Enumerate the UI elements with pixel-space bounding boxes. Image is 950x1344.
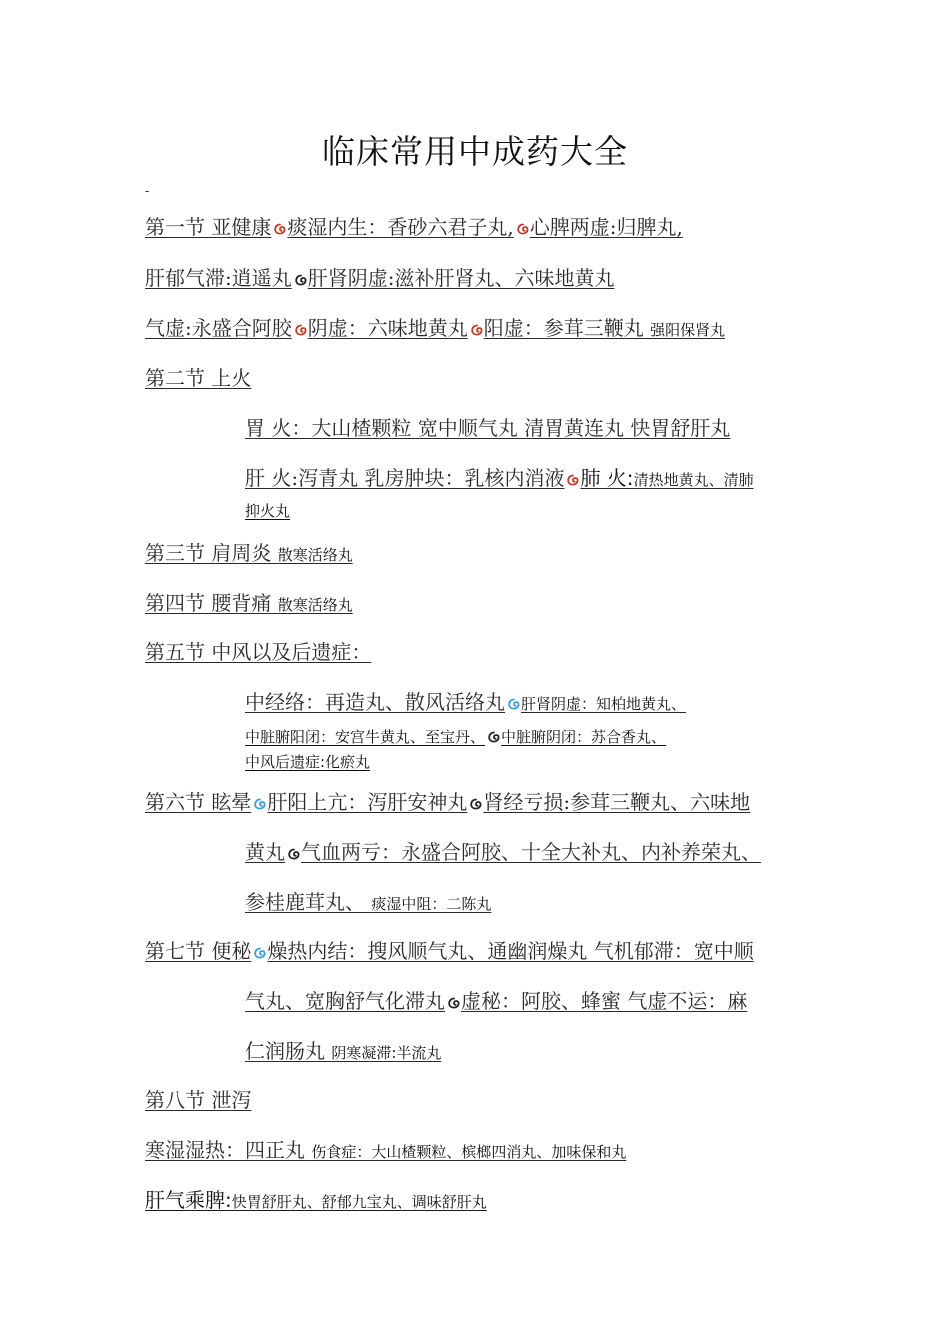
line-3 [145, 312, 725, 341]
line-21 [145, 1134, 626, 1163]
bullet-icon [295, 274, 307, 286]
liver-spleen-remedy: 快胃舒肝丸、舒郁九宝丸、调味舒肝丸 [231, 1193, 487, 1211]
line-19 [245, 1035, 441, 1064]
line-22 [145, 1184, 487, 1213]
line-9 [145, 587, 353, 616]
bullet-icon [274, 223, 286, 235]
kidney-deficiency-cont: 黄丸 [245, 840, 285, 864]
lung-fire-label: 肺 火: [580, 466, 634, 490]
page-title: 临床常用中成药大全 [322, 132, 628, 171]
liver-yang: 肝阳上亢：泻肝安神丸 [267, 790, 468, 814]
phlegm-damp: 痰湿中阻：二陈丸 [371, 895, 492, 913]
section-4-heading: 第四节 腰背痛 [145, 591, 272, 615]
line-8 [145, 537, 353, 566]
organ-yin-block: 中脏腑阴闭：苏合香丸、 [501, 728, 667, 746]
l3-item-2: 阴虚：六味地黄丸 [307, 316, 468, 340]
l3-item-3: 阳虚：参茸三鞭丸 [483, 316, 644, 340]
line-18 [245, 985, 747, 1014]
bullet-icon [517, 223, 529, 235]
line-11 [245, 686, 686, 715]
bullet-icon [254, 798, 266, 810]
meridian-stroke: 中经络：再造丸、散风活络丸 [245, 690, 505, 714]
qi-blood-deficiency: 气血两亏：永盛合阿胶、十全大补丸、内补养荣丸、 [301, 840, 761, 864]
line-7 [245, 500, 290, 521]
yin-cold: 阴寒凝滞:半流丸 [331, 1044, 442, 1062]
section-8-heading [145, 1084, 251, 1113]
bullet-icon [254, 947, 266, 959]
section-2-heading [145, 362, 251, 391]
line-15 [245, 836, 761, 865]
bullet-icon [288, 848, 300, 860]
liver-spleen-label: 肝气乘脾: [145, 1188, 232, 1212]
section-3-heading: 第三节 肩周炎 [145, 541, 272, 565]
organ-yang-block: 中脏腑阳闭：安宫牛黄丸、至宝丹、 [245, 728, 486, 746]
dash-mark: - [145, 184, 150, 198]
bullet-icon [471, 324, 483, 336]
lung-fire-remedy-cont: 抑火丸 [245, 502, 291, 520]
section-7-heading: 第七节 便秘 [145, 939, 252, 963]
line-14 [145, 786, 750, 815]
stroke-sequelae: 中风后遗症:化瘀丸 [245, 753, 371, 771]
stomach-fire: 胃 火：大山楂颗粒 宽中顺气丸 清胃黄连丸 快胃舒肝丸 [245, 416, 731, 440]
line-13 [245, 751, 370, 772]
bullet-icon [448, 997, 460, 1009]
l2-item-2: 肝肾阴虚:滋补肝肾丸、六味地黄丸 [307, 266, 615, 290]
line-5 [245, 412, 730, 441]
section-8-text: 第八节 泄泻 [145, 1088, 252, 1112]
bullet-icon [488, 731, 500, 743]
bullet-icon [508, 698, 520, 710]
l1-item-1: 痰湿内生：香砂六君子丸, [287, 215, 514, 239]
deficiency-constipation: 虚秘：阿胶、蜂蜜 气虚不运：麻 [461, 989, 748, 1013]
line-17 [145, 935, 754, 964]
section-5-heading [145, 636, 371, 665]
section-5-text: 第五节 中风以及后遗症： [145, 640, 372, 664]
section-6-heading: 第六节 眩晕 [145, 790, 252, 814]
l3-item-1: 气虚:永盛合阿胶 [145, 316, 292, 340]
line-2 [145, 262, 615, 291]
qi-blood-cont: 参桂鹿茸丸、 [245, 890, 365, 914]
l2-item-1: 肝郁气滞:逍遥丸 [145, 266, 292, 290]
line-6 [245, 462, 754, 491]
l1-item-2: 心脾两虚:归脾丸, [529, 215, 683, 239]
line-16 [245, 886, 491, 915]
lung-fire-remedy: 清热地黄丸、清肺 [633, 471, 754, 489]
section-1-heading: 第一节 亚健康 [145, 215, 272, 239]
bullet-icon [470, 798, 482, 810]
qi-deficiency-cont: 仁润肠丸 [245, 1039, 325, 1063]
liver-fire: 肝 火:泻青丸 乳房肿块：乳核内消液 [245, 466, 565, 490]
bullet-icon [295, 324, 307, 336]
section-4-remedy: 散寒活络丸 [277, 596, 353, 614]
food-injury: 伤食症：大山楂颗粒、槟榔四消丸、加味保和丸 [311, 1143, 627, 1161]
bullet-icon [567, 474, 579, 486]
line-12 [245, 726, 666, 747]
qi-stagnation-cont: 气丸、宽胸舒气化滞丸 [245, 989, 445, 1013]
dry-heat: 燥热内结：搜风顺气丸、通幽润燥丸 气机郁滞：宽中顺 [267, 939, 754, 963]
section-2-text: 第二节 上火 [145, 366, 252, 390]
cold-damp-heat: 寒湿湿热：四正丸 [145, 1138, 305, 1162]
line-1 [145, 211, 683, 240]
section-3-remedy: 散寒活络丸 [277, 546, 353, 564]
l3-item-4: 强阳保肾丸 [650, 321, 726, 339]
liver-kidney-yin: 肝肾阴虚：知柏地黄丸、 [521, 695, 687, 713]
kidney-deficiency: 肾经亏损:参茸三鞭丸、六味地 [483, 790, 751, 814]
